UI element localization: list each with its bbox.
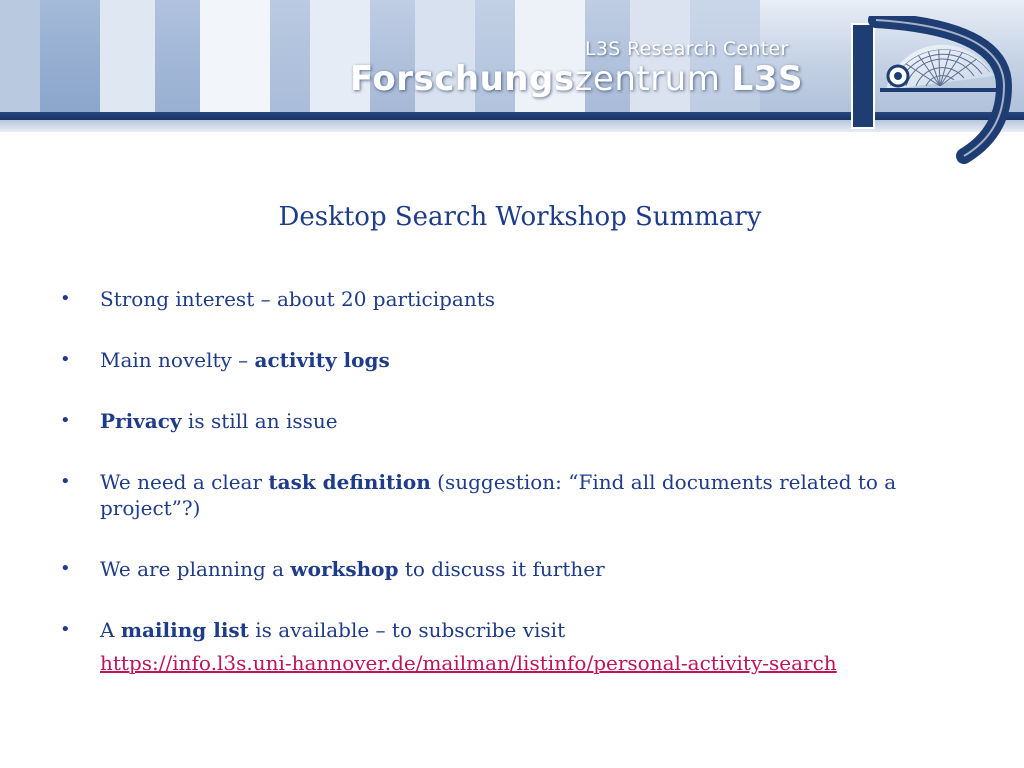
- bullet-bold-text: Privacy: [100, 409, 182, 433]
- bullet-dot: •: [60, 619, 71, 640]
- l3s-dome-logo-icon: [846, 16, 1024, 168]
- brand-title-part2: zentrum: [574, 59, 732, 99]
- bullet-text: (suggestion: “Find all documents related to a project”?): [100, 470, 897, 520]
- bullet-bold-text: mailing list: [120, 618, 249, 642]
- bullet-text: to discuss it further: [398, 557, 605, 581]
- bullet-item: [60, 617, 990, 676]
- bullet-text: Strong interest – about 20 participants: [100, 287, 496, 311]
- mailing-list-link[interactable]: https://info.l3s.uni-hannover.de/mailman/listinfo/personal-activity-search: [100, 651, 837, 675]
- bullet-item: [60, 556, 990, 582]
- bullet-item: [60, 469, 990, 521]
- brand-title: [350, 59, 803, 99]
- brand-title-part3: L3S: [731, 59, 803, 99]
- brand-subtitle: L3S Research Center: [585, 38, 789, 60]
- bullet-dot: •: [60, 288, 71, 309]
- bullet-item: [60, 286, 990, 312]
- bullet-bold-text: task definition: [268, 470, 431, 494]
- slide-title: Desktop Search Workshop Summary: [278, 202, 762, 232]
- bullet-dot: •: [60, 349, 71, 370]
- bullet-text: is available – to subscribe visit: [248, 618, 566, 642]
- bullet-dot: •: [60, 471, 71, 492]
- bullet-text: We need a clear: [100, 470, 269, 494]
- bullet-bold-text: workshop: [290, 557, 399, 581]
- bullet-list: [60, 286, 990, 711]
- bullet-dot: •: [60, 558, 71, 579]
- bullet-dot: •: [60, 410, 71, 431]
- bullet-item: [60, 408, 990, 434]
- bullet-text: We are planning a: [100, 557, 291, 581]
- bullet-item: [60, 347, 990, 373]
- bullet-text: Main novelty –: [100, 348, 255, 372]
- bullet-bold-text: activity logs: [254, 348, 390, 372]
- bullet-text: A: [100, 618, 121, 642]
- bullet-text: is still an issue: [181, 409, 338, 433]
- brand-title-part1: Forschungs: [350, 59, 575, 99]
